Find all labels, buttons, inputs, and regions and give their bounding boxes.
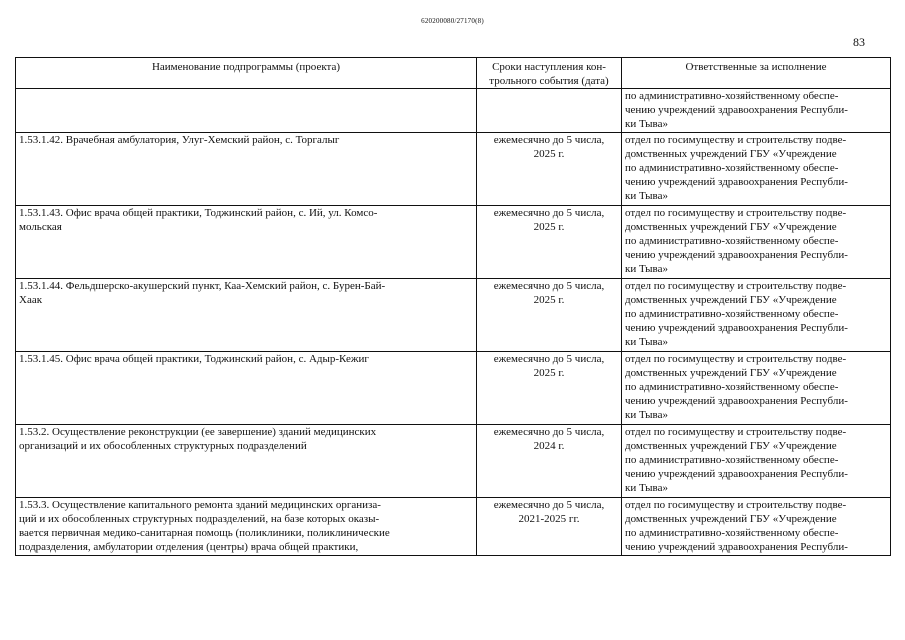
cell-deadline-line: 2025 г. [533, 294, 565, 306]
cell-name [16, 206, 477, 279]
header-deadline [477, 58, 622, 89]
cell-deadline [477, 352, 622, 425]
cell-responsible-line: ки Тыва» [625, 409, 668, 421]
table-body [16, 89, 891, 556]
cell-responsible-line: чению учреждений здравоохранения Республи- [625, 541, 848, 553]
cell-name [16, 279, 477, 352]
cell-responsible-line: домственных учреждений ГБУ «Учреждение [625, 367, 837, 379]
cell-responsible-line: по административно-хозяйственному обеспе- [625, 235, 839, 247]
cell-responsible-line: по административно-хозяйственному обеспе- [625, 308, 839, 320]
cell-name-line: ций и их обособленных структурных подразделений, на базе которых оказы- [19, 513, 380, 525]
cell-responsible-line: ки Тыва» [625, 263, 668, 275]
cell-responsible [622, 89, 891, 133]
cell-responsible-line: домственных учреждений ГБУ «Учреждение [625, 513, 837, 525]
cell-responsible [622, 206, 891, 279]
cell-deadline-line: 2025 г. [533, 367, 565, 379]
cell-responsible-line: ки Тыва» [625, 482, 668, 494]
cell-deadline-line: ежемесячно до 5 числа, [493, 207, 605, 219]
cell-responsible-line: домственных учреждений ГБУ «Учреждение [625, 221, 837, 233]
cell-responsible-line: чению учреждений здравоохранения Республи- [625, 395, 848, 407]
table-row [16, 89, 891, 133]
cell-deadline-line: 2025 г. [533, 221, 565, 233]
header-name-text: Наименование подпрограммы (проекта) [151, 61, 341, 73]
cell-responsible-line: домственных учреждений ГБУ «Учреждение [625, 440, 837, 452]
cell-responsible-line: чению учреждений здравоохранения Республи- [625, 468, 848, 480]
header-name [16, 58, 477, 89]
table-row [16, 133, 891, 206]
cell-name [16, 89, 477, 133]
cell-name-line: организаций и их обособленных структурных подразделений [19, 440, 307, 452]
cell-name-line: 1.53.3. Осуществление капитального ремонта зданий медицинских организа- [19, 499, 381, 511]
cell-responsible-line: чению учреждений здравоохранения Республи- [625, 249, 848, 261]
cell-responsible-line: по административно-хозяйственному обеспе- [625, 90, 839, 102]
cell-deadline-line: 2024 г. [533, 440, 565, 452]
cell-name [16, 498, 477, 556]
cell-responsible-line: отдел по госимуществу и строительству подве- [625, 353, 847, 365]
cell-name [16, 352, 477, 425]
cell-deadline [477, 133, 622, 206]
cell-responsible-line: отдел по госимуществу и строительству подве- [625, 134, 847, 146]
cell-responsible-line: по административно-хозяйственному обеспе- [625, 162, 839, 174]
cell-responsible-line: отдел по госимуществу и строительству подве- [625, 207, 847, 219]
header-deadline-line: трольного события (дата) [489, 75, 609, 87]
cell-name-line: 1.53.1.45. Офис врача общей практики, Тоджинский район, с. Адыр-Кежиг [19, 353, 369, 365]
cell-responsible-line: отдел по госимуществу и строительству подве- [625, 499, 847, 511]
cell-responsible [622, 498, 891, 556]
cell-deadline-line: ежемесячно до 5 числа, [493, 134, 605, 146]
table-header-row [16, 58, 891, 89]
cell-deadline-line: ежемесячно до 5 числа, [493, 353, 605, 365]
cell-deadline [477, 206, 622, 279]
control-events-table [15, 57, 891, 556]
header-deadline-line: Сроки наступления кон- [492, 61, 606, 73]
cell-name [16, 133, 477, 206]
cell-responsible-line: по административно-хозяйственному обеспе- [625, 381, 839, 393]
cell-deadline-line: 2025 г. [533, 148, 565, 160]
cell-responsible [622, 425, 891, 498]
cell-responsible [622, 133, 891, 206]
cell-deadline-line: 2021-2025 гг. [518, 513, 580, 525]
cell-deadline-line: ежемесячно до 5 числа, [493, 499, 605, 511]
cell-responsible-line: ки Тыва» [625, 190, 668, 202]
cell-responsible-line: по административно-хозяйственному обеспе- [625, 527, 839, 539]
table-row [16, 425, 891, 498]
cell-name-line: 1.53.2. Осуществление реконструкции (ее завершение) зданий медицинских [19, 426, 377, 438]
cell-responsible-line: отдел по госимуществу и строительству подве- [625, 426, 847, 438]
document-id: 620200080/27170(8) [421, 17, 484, 25]
table-row [16, 279, 891, 352]
cell-deadline [477, 425, 622, 498]
cell-name [16, 425, 477, 498]
page-number: 83 [853, 35, 865, 49]
cell-deadline [477, 498, 622, 556]
cell-responsible-line: ки Тыва» [625, 336, 668, 348]
cell-name-line: Хаак [19, 294, 43, 306]
cell-deadline [477, 89, 622, 133]
cell-name-line: 1.53.1.44. Фельдшерско-акушерский пункт, Каа-Хемский район, с. Бурен-Бай- [19, 280, 386, 292]
table-row [16, 498, 891, 556]
header-responsible [622, 58, 891, 89]
cell-responsible-line: чению учреждений здравоохранения Республи- [625, 322, 848, 334]
cell-responsible-line: чению учреждений здравоохранения Республи- [625, 104, 848, 116]
table-row [16, 352, 891, 425]
cell-responsible-line: отдел по госимуществу и строительству подве- [625, 280, 847, 292]
table-row [16, 206, 891, 279]
cell-deadline-line: ежемесячно до 5 числа, [493, 426, 605, 438]
cell-responsible-line: ки Тыва» [625, 118, 668, 130]
cell-name-line: вается первичная медико-санитарная помощь (поликлиники, поликлинические [19, 527, 390, 539]
cell-name-line: 1.53.1.42. Врачебная амбулатория, Улуг-Хемский район, с. Торгалыг [19, 134, 340, 146]
cell-responsible-line: по административно-хозяйственному обеспе- [625, 454, 839, 466]
cell-name-line: мольская [19, 221, 62, 233]
cell-responsible-line: домственных учреждений ГБУ «Учреждение [625, 148, 837, 160]
cell-name-line: подразделения, амбулатории отделения (центры) врача общей практики, [19, 541, 359, 553]
cell-responsible-line: чению учреждений здравоохранения Республи- [625, 176, 848, 188]
cell-deadline [477, 279, 622, 352]
cell-responsible-line: домственных учреждений ГБУ «Учреждение [625, 294, 837, 306]
cell-deadline-line: ежемесячно до 5 числа, [493, 280, 605, 292]
cell-responsible [622, 279, 891, 352]
cell-responsible [622, 352, 891, 425]
header-responsible-text: Ответственные за исполнение [685, 61, 827, 73]
cell-name-line: 1.53.1.43. Офис врача общей практики, Тоджинский район, с. Ий, ул. Комсо- [19, 207, 378, 219]
